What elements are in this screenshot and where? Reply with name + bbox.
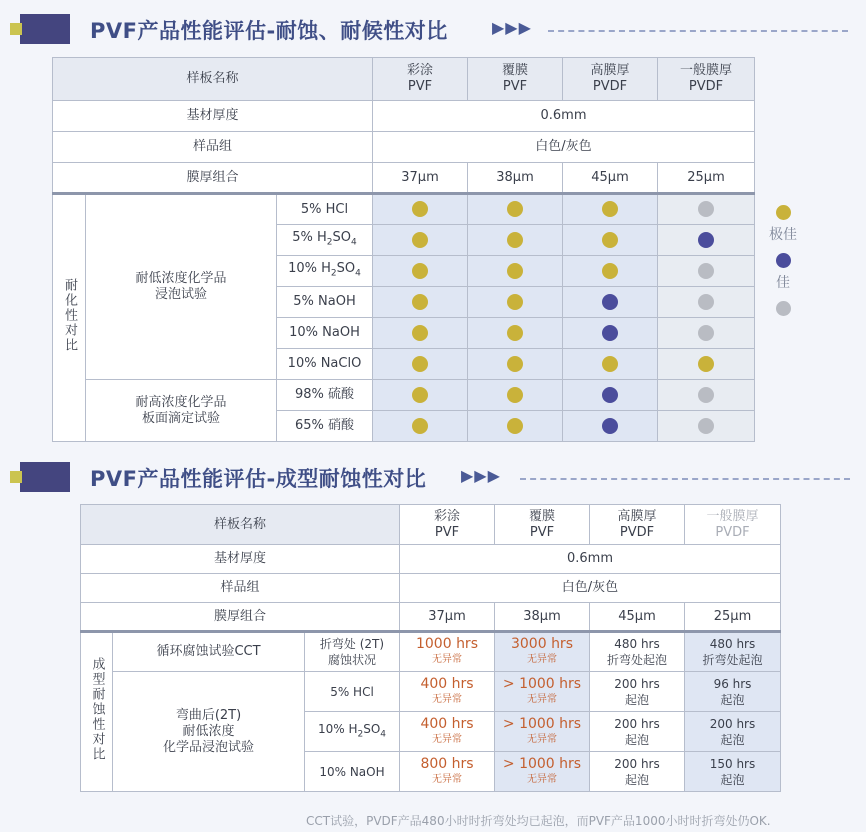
result-cell: 400 hrs 无异常 bbox=[400, 672, 495, 712]
film-value: 38μm bbox=[495, 603, 590, 632]
film-value: 37μm bbox=[400, 603, 495, 632]
sample-name-label: 样板名称 bbox=[81, 505, 400, 545]
dashed-divider bbox=[548, 30, 848, 32]
reagent-label: 10% NaClO bbox=[277, 349, 373, 380]
dashed-divider bbox=[520, 478, 850, 480]
rating-cell bbox=[468, 318, 563, 349]
rating-cell bbox=[468, 411, 563, 442]
col-header: 一般膜厚 PVDF bbox=[685, 505, 781, 545]
rating-cell bbox=[658, 318, 755, 349]
header-accent-icon bbox=[10, 23, 22, 35]
thickness-value: 0.6mm bbox=[373, 101, 755, 132]
col-header: 彩涂 PVF bbox=[373, 58, 468, 101]
arrows-icon: ▶▶▶ bbox=[461, 466, 501, 485]
rating-dot-icon bbox=[412, 232, 428, 248]
rating-cell bbox=[373, 256, 468, 287]
rating-dot-icon bbox=[602, 418, 618, 434]
rating-cell bbox=[373, 318, 468, 349]
rating-cell bbox=[563, 194, 658, 225]
group-value: 白色/灰色 bbox=[400, 574, 781, 603]
col-header: 彩涂 PVF bbox=[400, 505, 495, 545]
rating-dot-icon bbox=[602, 387, 618, 403]
chemical-resistance-table bbox=[52, 57, 755, 442]
rating-cell bbox=[563, 225, 658, 256]
result-cell: > 1000 hrs 无异常 bbox=[495, 712, 590, 752]
rating-dot-icon bbox=[507, 232, 523, 248]
result-cell: > 1000 hrs 无异常 bbox=[495, 752, 590, 792]
rating-dot-icon bbox=[698, 201, 714, 217]
rating-cell bbox=[468, 380, 563, 411]
rating-cell bbox=[658, 380, 755, 411]
rating-cell bbox=[563, 349, 658, 380]
rating-cell bbox=[468, 225, 563, 256]
section1-title: PVF产品性能评估-耐蚀、耐候性对比 bbox=[90, 19, 448, 43]
rating-cell bbox=[658, 194, 755, 225]
reagent-label: 5% $H_2SO_4$ bbox=[277, 225, 373, 256]
rating-cell bbox=[468, 349, 563, 380]
sample-name-label: 样板名称 bbox=[53, 58, 373, 101]
film-label: 膜厚组合 bbox=[53, 163, 373, 194]
rating-cell bbox=[563, 287, 658, 318]
rating-dot-icon bbox=[507, 418, 523, 434]
rating-dot-icon bbox=[602, 294, 618, 310]
rating-dot-icon bbox=[412, 356, 428, 372]
arrows-icon: ▶▶▶ bbox=[492, 18, 532, 37]
rating-cell bbox=[658, 256, 755, 287]
rating-cell bbox=[373, 287, 468, 318]
rating-dot-icon bbox=[602, 356, 618, 372]
rating-dot-icon bbox=[698, 263, 714, 279]
rating-cell bbox=[658, 411, 755, 442]
rating-dot-icon bbox=[507, 263, 523, 279]
col-header: 覆膜 PVF bbox=[495, 505, 590, 545]
result-cell: 200 hrs 起泡 bbox=[685, 712, 781, 752]
group-b-label: 耐高浓度化学品 板面滴定试验 bbox=[86, 380, 277, 442]
result-cell: 96 hrs 起泡 bbox=[685, 672, 781, 712]
reagent-label: 10% $H_2SO_4$ bbox=[305, 712, 400, 752]
rating-cell bbox=[468, 194, 563, 225]
reagent-label: 10% $H_2SO_4$ bbox=[277, 256, 373, 287]
rating-dot-icon bbox=[602, 263, 618, 279]
footnote: CCT试验，PVDF产品480小时时折弯处均已起泡，而PVF产品1000小时时折弯处仍OK. bbox=[306, 814, 771, 828]
film-label: 膜厚组合 bbox=[81, 603, 400, 632]
side-label: 耐化性对比 bbox=[53, 194, 86, 442]
rating-dot-icon bbox=[412, 418, 428, 434]
rating-dot-icon bbox=[698, 418, 714, 434]
rating-cell bbox=[468, 287, 563, 318]
reagent-label: 65% 硝酸 bbox=[277, 411, 373, 442]
forming-corrosion-table bbox=[80, 504, 781, 792]
rating-dot-icon bbox=[698, 356, 714, 372]
col-header: 高膜厚 PVDF bbox=[590, 505, 685, 545]
legend-label: 佳 bbox=[776, 275, 790, 291]
rating-dot-icon bbox=[698, 294, 714, 310]
header-accent-icon bbox=[10, 471, 22, 483]
film-value: 37μm bbox=[373, 163, 468, 194]
result-cell: 3000 hrs 无异常 bbox=[495, 632, 590, 672]
rating-dot-icon bbox=[602, 201, 618, 217]
rating-dot-icon bbox=[507, 387, 523, 403]
rating-dot-icon bbox=[602, 325, 618, 341]
result-cell: 200 hrs 起泡 bbox=[590, 672, 685, 712]
group-value: 白色/灰色 bbox=[373, 132, 755, 163]
rating-dot-icon bbox=[698, 232, 714, 248]
rating-cell bbox=[373, 411, 468, 442]
result-cell: 200 hrs 起泡 bbox=[590, 752, 685, 792]
legend-gold-dot-icon bbox=[776, 205, 791, 220]
rating-dot-icon bbox=[412, 294, 428, 310]
result-cell: 800 hrs 无异常 bbox=[400, 752, 495, 792]
film-value: 45μm bbox=[563, 163, 658, 194]
result-cell: 150 hrs 起泡 bbox=[685, 752, 781, 792]
group-label: 样品组 bbox=[81, 574, 400, 603]
rating-dot-icon bbox=[412, 387, 428, 403]
reagent-label: 98% 硫酸 bbox=[277, 380, 373, 411]
col-header: 一般膜厚 PVDF bbox=[658, 58, 755, 101]
rating-dot-icon bbox=[507, 325, 523, 341]
cct-sub-label: 折弯处 (2T) 腐蚀状况 bbox=[305, 632, 400, 672]
legend-label: 极佳 bbox=[769, 227, 797, 243]
reagent-label: 10% NaOH bbox=[305, 752, 400, 792]
col-header: 高膜厚 PVDF bbox=[563, 58, 658, 101]
result-cell: 200 hrs 起泡 bbox=[590, 712, 685, 752]
rating-dot-icon bbox=[412, 201, 428, 217]
result-cell: 480 hrs 折弯处起泡 bbox=[685, 632, 781, 672]
rating-cell bbox=[468, 256, 563, 287]
rating-cell bbox=[563, 318, 658, 349]
section1-header bbox=[0, 12, 866, 48]
thickness-value: 0.6mm bbox=[400, 545, 781, 574]
side-label: 成型耐蚀性对比 bbox=[81, 632, 113, 792]
film-value: 25μm bbox=[658, 163, 755, 194]
result-cell: 400 hrs 无异常 bbox=[400, 712, 495, 752]
rating-dot-icon bbox=[507, 356, 523, 372]
rating-dot-icon bbox=[412, 263, 428, 279]
rating-dot-icon bbox=[412, 325, 428, 341]
section2-title: PVF产品性能评估-成型耐蚀性对比 bbox=[90, 467, 427, 491]
header-block-icon bbox=[20, 14, 70, 44]
rating-cell bbox=[563, 256, 658, 287]
rating-cell bbox=[373, 194, 468, 225]
rating-cell bbox=[658, 349, 755, 380]
group-a-label: 耐低浓度化学品 浸泡试验 bbox=[86, 194, 277, 380]
cct-label: 循环腐蚀试验CCT bbox=[113, 632, 305, 672]
group-label: 样品组 bbox=[53, 132, 373, 163]
rating-cell bbox=[563, 380, 658, 411]
rating-dot-icon bbox=[698, 387, 714, 403]
film-value: 25μm bbox=[685, 603, 781, 632]
rating-dot-icon bbox=[698, 325, 714, 341]
rating-cell bbox=[373, 225, 468, 256]
header-block-icon bbox=[20, 462, 70, 492]
rating-cell bbox=[658, 225, 755, 256]
rating-dot-icon bbox=[507, 294, 523, 310]
legend-gray-dot-icon bbox=[776, 301, 791, 316]
thickness-label: 基材厚度 bbox=[53, 101, 373, 132]
rating-cell bbox=[658, 287, 755, 318]
legend-navy-dot-icon bbox=[776, 253, 791, 268]
bend-label: 弯曲后(2T) 耐低浓度 化学品浸泡试验 bbox=[113, 672, 305, 792]
reagent-label: 10% NaOH bbox=[277, 318, 373, 349]
rating-cell bbox=[373, 349, 468, 380]
result-cell: > 1000 hrs 无异常 bbox=[495, 672, 590, 712]
reagent-label: 5% NaOH bbox=[277, 287, 373, 318]
result-cell: 1000 hrs 无异常 bbox=[400, 632, 495, 672]
section2-header bbox=[0, 460, 866, 496]
reagent-label: 5% HCl bbox=[277, 194, 373, 225]
rating-dot-icon bbox=[507, 201, 523, 217]
rating-cell bbox=[373, 380, 468, 411]
film-value: 38μm bbox=[468, 163, 563, 194]
result-cell: 480 hrs 折弯处起泡 bbox=[590, 632, 685, 672]
rating-dot-icon bbox=[602, 232, 618, 248]
rating-cell bbox=[563, 411, 658, 442]
legend bbox=[762, 204, 804, 316]
col-header: 覆膜 PVF bbox=[468, 58, 563, 101]
film-value: 45μm bbox=[590, 603, 685, 632]
reagent-label: 5% HCl bbox=[305, 672, 400, 712]
thickness-label: 基材厚度 bbox=[81, 545, 400, 574]
